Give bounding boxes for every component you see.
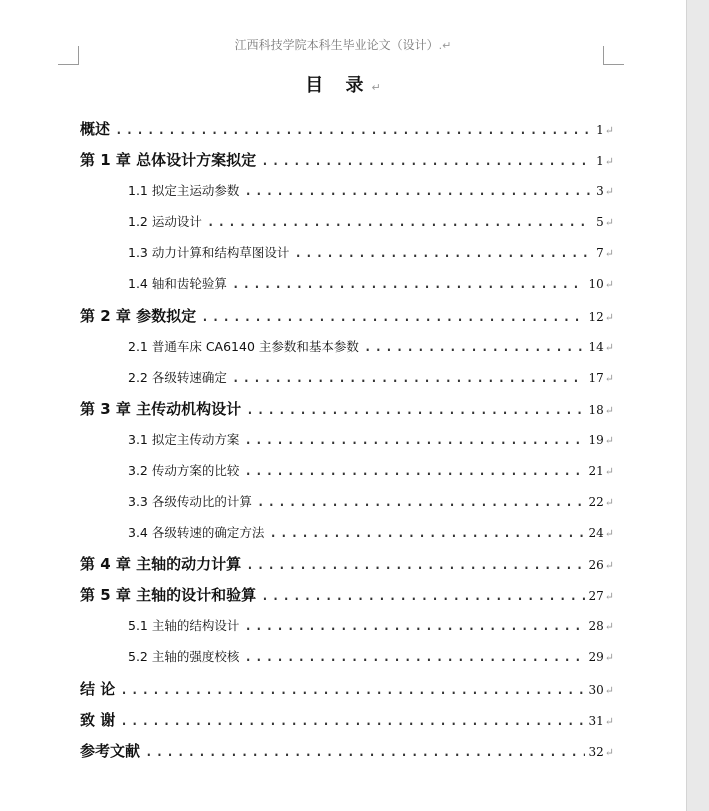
toc-entry-page-number: 26 (588, 558, 604, 572)
toc-entry-label: 1.3 动力计算和结构草图设计 (128, 245, 290, 260)
toc-entry[interactable] (0, 709, 686, 731)
toc-dot-leader (260, 150, 592, 169)
toc-entry[interactable] (0, 273, 686, 295)
toc-entry[interactable] (0, 646, 686, 668)
toc-entry-label: 3.1 拟定主传动方案 (128, 432, 240, 447)
toc-entry[interactable] (0, 678, 686, 700)
toc-dot-leader (256, 491, 585, 510)
toc-entry-page-number: 10 (588, 277, 604, 291)
paragraph-mark-icon: ↵ (604, 715, 614, 728)
toc-entry-label: 致 谢 (80, 711, 116, 729)
toc-dot-leader (243, 429, 584, 448)
toc-entry[interactable] (0, 305, 686, 327)
toc-entry[interactable] (0, 460, 686, 482)
paragraph-mark-icon: ↵ (604, 278, 614, 291)
toc-entry-page-number: 18 (588, 403, 604, 417)
toc-entry-page-number: 5 (596, 215, 604, 229)
toc-entry[interactable] (0, 211, 686, 233)
window-gutter (686, 0, 709, 811)
toc-entry-label: 1.1 拟定主运动参数 (128, 183, 240, 198)
paragraph-mark-icon: ↵ (371, 81, 381, 94)
toc-entry-page-number: 30 (588, 683, 604, 697)
paragraph-mark-icon: ↵ (604, 434, 614, 447)
toc-entry-label: 3.2 传动方案的比较 (128, 463, 240, 478)
toc-entry-page-number: 7 (596, 246, 604, 260)
paragraph-mark-icon: ↵ (604, 311, 614, 324)
toc-entry[interactable] (0, 553, 686, 575)
toc-entry-page-number: 27 (588, 589, 604, 603)
toc-entry-label: 第 4 章 主轴的动力计算 (80, 555, 242, 573)
paragraph-mark-icon: ↵ (604, 527, 614, 540)
toc-entry-label: 第 2 章 参数拟定 (80, 307, 197, 325)
toc-entry-page-number: 31 (588, 714, 604, 728)
toc-entry[interactable] (0, 242, 686, 264)
toc-entry-page-number: 21 (588, 464, 604, 478)
toc-entry-page-number: 22 (588, 495, 604, 509)
paragraph-mark-icon: ↵ (604, 185, 614, 198)
toc-dot-leader (231, 273, 585, 292)
toc-entry-label: 1.4 轴和齿轮验算 (128, 276, 227, 291)
toc-title-text: 目 录 (305, 75, 372, 96)
page-header-text: 江西科技学院本科生毕业论文（设计） (234, 38, 439, 52)
toc-entry[interactable] (0, 398, 686, 420)
toc-entry-page-number: 29 (588, 650, 604, 664)
paragraph-mark-icon: ↵ (604, 620, 614, 633)
toc-entry-label: 5.1 主轴的结构设计 (128, 618, 240, 633)
toc-entry-label: 2.1 普通车床 CA6140 主参数和基本参数 (128, 339, 359, 354)
page-header (0, 36, 686, 53)
toc-entry-label: 5.2 主轴的强度校核 (128, 649, 240, 664)
toc-entry-page-number: 17 (588, 371, 604, 385)
toc-dot-leader (243, 646, 584, 665)
paragraph-mark-icon: ↵ (604, 684, 614, 697)
toc-entry-page-number: 24 (588, 526, 604, 540)
toc-entry[interactable] (0, 180, 686, 202)
toc-dot-leader (243, 460, 584, 479)
toc-entry-page-number: 32 (588, 745, 604, 759)
toc-entry[interactable] (0, 584, 686, 606)
paragraph-mark-icon: ↵ (604, 651, 614, 664)
toc-dot-leader (245, 554, 584, 573)
toc-dot-leader (119, 679, 584, 698)
paragraph-mark-icon: ↵ (604, 216, 614, 229)
paragraph-mark-icon: ↵ (604, 746, 614, 759)
toc-dot-leader (243, 180, 592, 199)
toc-entry-label: 第 5 章 主轴的设计和验算 (80, 586, 257, 604)
toc-entry-page-number: 1 (596, 123, 604, 137)
toc-entry[interactable] (0, 118, 686, 140)
toc-dot-leader (200, 306, 584, 325)
toc-entry-page-number: 14 (588, 340, 604, 354)
paragraph-mark-icon: ↵ (604, 559, 614, 572)
paragraph-mark-icon: ↵ (604, 341, 614, 354)
toc-dot-leader (260, 585, 584, 604)
toc-dot-leader (245, 399, 584, 418)
toc-dot-leader (119, 710, 584, 729)
toc-entry-page-number: 28 (588, 619, 604, 633)
toc-dot-leader (293, 242, 592, 261)
toc-entry-page-number: 12 (588, 310, 604, 324)
toc-dot-leader (114, 119, 592, 138)
paragraph-mark-icon: ↵ (604, 590, 614, 603)
toc-entry[interactable] (0, 491, 686, 513)
toc-dot-leader (206, 211, 592, 230)
toc-entry-label: 3.4 各级转速的确定方法 (128, 525, 265, 540)
toc-entry[interactable] (0, 740, 686, 762)
toc-entry-label: 2.2 各级转速确定 (128, 370, 227, 385)
toc-entry-label: 第 3 章 主传动机构设计 (80, 400, 242, 418)
toc-entry-label: 参考文献 (80, 742, 141, 760)
paragraph-mark-icon: ↵ (604, 404, 614, 417)
toc-entry[interactable] (0, 336, 686, 358)
paragraph-mark-icon: ↵ (604, 124, 614, 137)
toc-entry-page-number: 1 (596, 154, 604, 168)
toc-dot-leader (243, 615, 584, 634)
toc-entry[interactable] (0, 429, 686, 451)
toc-entry-page-number: 19 (588, 433, 604, 447)
toc-dot-leader (231, 367, 585, 386)
toc-entry-label: 第 1 章 总体设计方案拟定 (80, 151, 257, 169)
toc-dot-leader (363, 336, 585, 355)
toc-dot-leader (144, 741, 584, 760)
toc-entry[interactable] (0, 615, 686, 637)
toc-entry[interactable] (0, 522, 686, 544)
toc-title (0, 71, 686, 97)
toc-dot-leader (268, 522, 584, 541)
paragraph-mark-icon: ↵ (604, 247, 614, 260)
toc-entry[interactable] (0, 367, 686, 389)
toc-entry-label: 1.2 运动设计 (128, 214, 202, 229)
paragraph-mark-icon: ↵ (604, 372, 614, 385)
paragraph-mark-icon: .↵ (438, 39, 452, 52)
paragraph-mark-icon: ↵ (604, 496, 614, 509)
toc-entry-label: 概述 (80, 120, 111, 138)
toc-entry-label: 结 论 (80, 680, 116, 698)
toc-entry[interactable] (0, 149, 686, 171)
paragraph-mark-icon: ↵ (604, 465, 614, 478)
paragraph-mark-icon: ↵ (604, 155, 614, 168)
toc-entry-page-number: 3 (596, 184, 604, 198)
toc-entry-label: 3.3 各级传动比的计算 (128, 494, 252, 509)
